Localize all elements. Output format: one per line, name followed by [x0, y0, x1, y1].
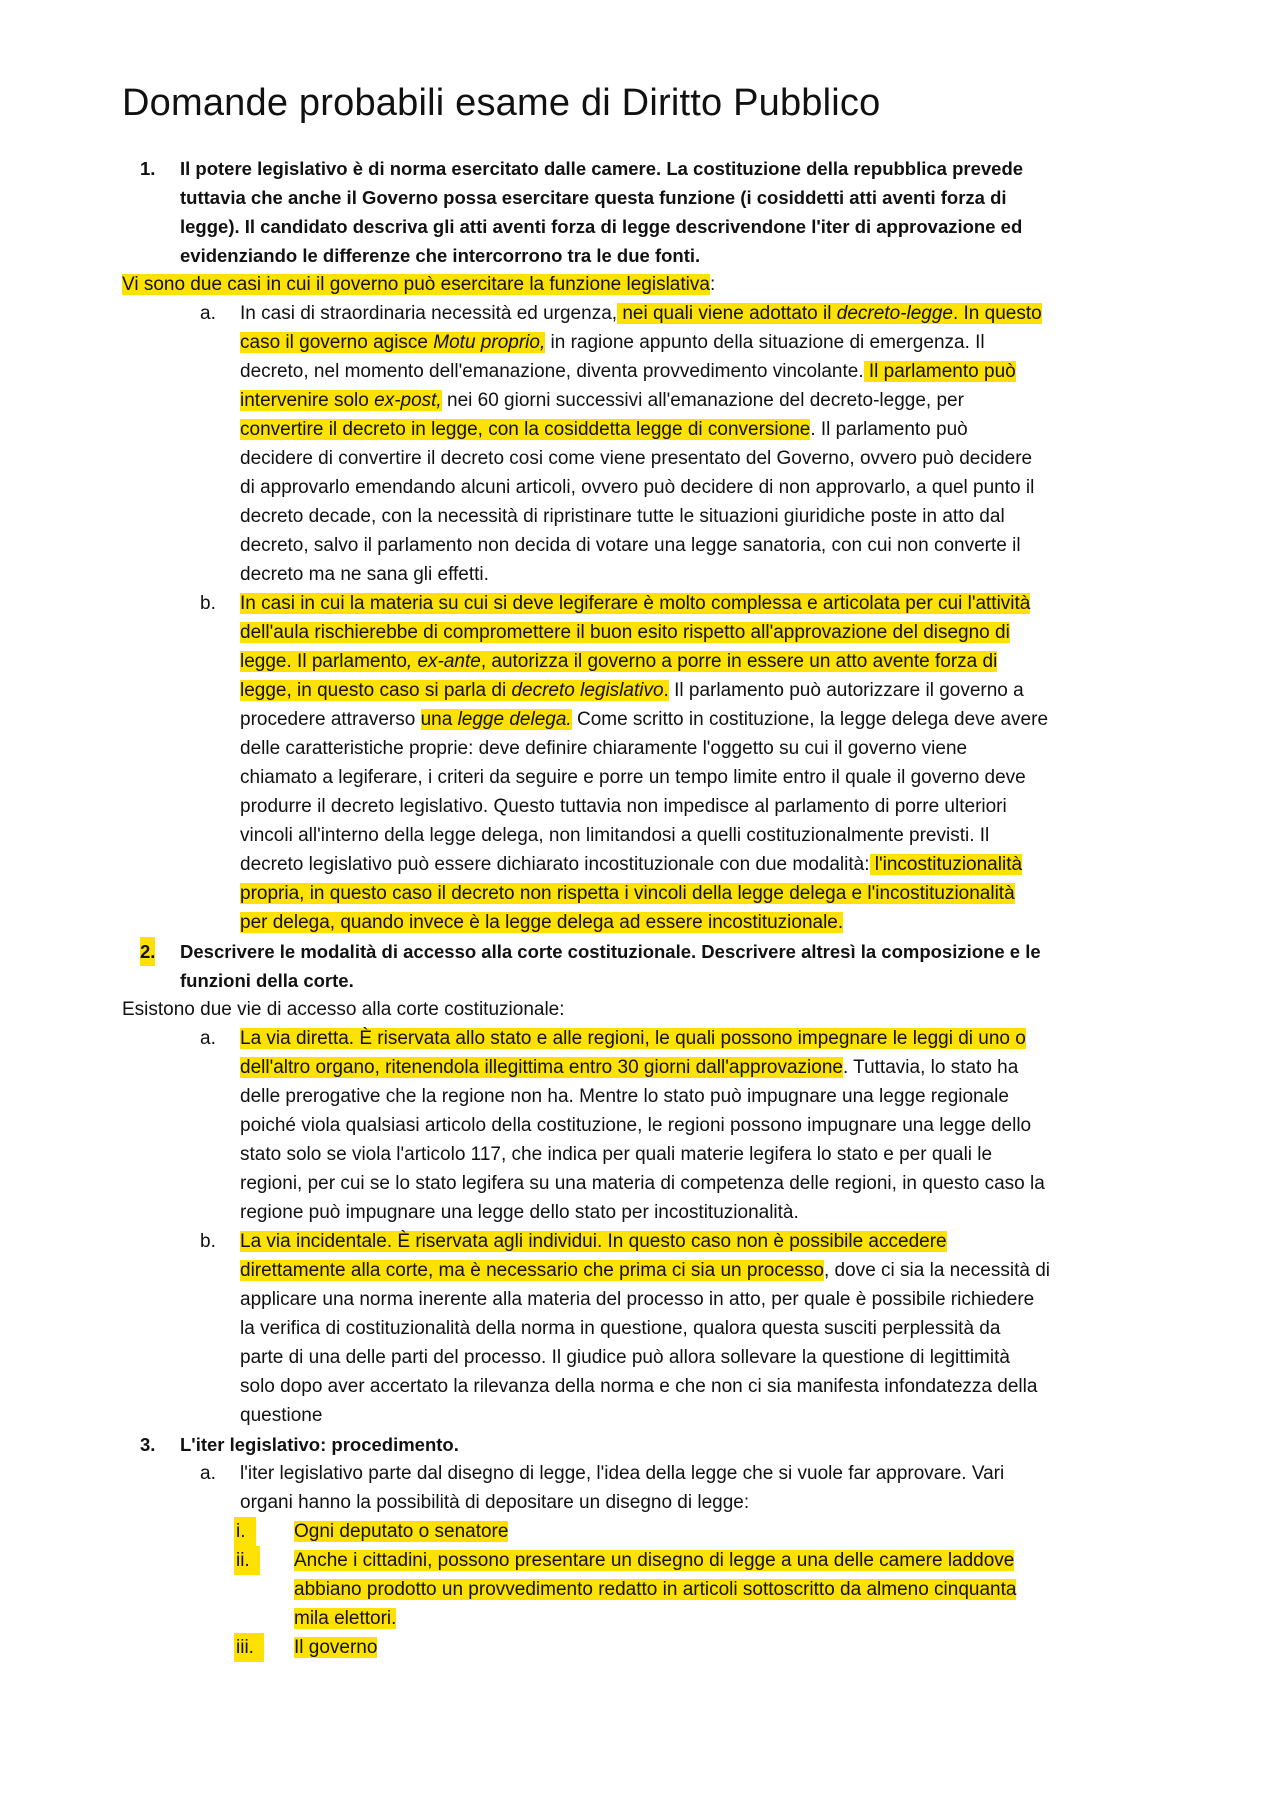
text-run: procedere attraverso	[240, 709, 421, 730]
text-run: In casi di straordinaria necessità ed urgenza,	[240, 303, 618, 324]
text-run: caso il governo agisce	[240, 332, 434, 353]
list-marker: a.	[200, 1028, 216, 1049]
paragraph-line: parte di una delle parti del processo. Il giudice può allora sollevare la questione di legittimità	[240, 1347, 1010, 1368]
paragraph-line	[294, 1546, 1014, 1575]
highlighted-text	[617, 303, 1042, 324]
highlighted-text: dell'altro organo, ritenendola illegittima entro 30 giorni dall'approvazione	[240, 1057, 843, 1078]
paragraph-line: chiamato a legiferare, i criteri da seguire e porre un tempo limite entro il quale il governo deve	[240, 767, 1026, 788]
paragraph-line: stato solo se viola l'articolo 117, che indica per quali materie legifera lo stato e per quali le	[240, 1144, 993, 1165]
text-run: decreto, nel momento dell'emanazione, diventa provvedimento vincolante.	[240, 361, 864, 382]
text-run: Come scritto in costituzione, la legge delega deve avere	[571, 709, 1049, 730]
highlighted-text	[421, 709, 572, 730]
highlighted-text: direttamente alla corte, ma è necessario che prima ci sia un processo	[240, 1260, 824, 1281]
highlighted-text	[240, 332, 545, 353]
answer-2-intro: Esistono due vie di accesso alla corte costituzionale:	[122, 999, 565, 1020]
list-marker: a.	[200, 303, 216, 324]
paragraph-line	[240, 676, 1024, 705]
paragraph-line	[240, 589, 1030, 618]
paragraph-line: poiché viola qualsiasi articolo della costituzione, le regioni possono impugnare una legge dello	[240, 1115, 1032, 1136]
paragraph-line	[240, 908, 843, 937]
text-run: , autorizza il governo a porre in essere un atto avente forza di	[480, 651, 998, 672]
list-marker: b.	[200, 1231, 216, 1252]
highlighted-text: l'incostituzionalità	[869, 854, 1023, 875]
text-run: nei quali viene adottato il	[617, 303, 837, 324]
paragraph-line: decreto ma ne sana gli effetti.	[240, 564, 489, 585]
paragraph-line: vincoli all'interno della legge delega, non limitandosi a quelli costituzionalmente previsti. Il	[240, 825, 990, 846]
paragraph-line	[240, 705, 1048, 734]
list-marker: ii.	[234, 1546, 260, 1575]
text-run: in ragione appunto della situazione di emergenza. Il	[545, 332, 985, 353]
paragraph-line	[240, 299, 1042, 328]
text-run: , dove ci sia la necessità di	[824, 1260, 1051, 1281]
question-1-line: tuttavia che anche il Governo possa esercitare questa funzione (i cosiddetti atti aventi forza di	[180, 187, 1007, 208]
italic-term: , ex-ante	[406, 651, 481, 672]
paragraph-line: organi hanno la possibilità di depositare un disegno di legge:	[240, 1492, 750, 1513]
italic-term: decreto legislativo	[511, 680, 664, 701]
highlighted-text: mila elettori.	[294, 1608, 397, 1629]
text-run: legge, in questo caso si parla di	[240, 680, 512, 701]
paragraph-line: questione	[240, 1405, 323, 1426]
highlighted-text: propria, in questo caso il decreto non rispetta i vincoli della legge delega e l'incostituzionalità	[240, 883, 1015, 904]
highlighted-text: La via incidentale. È riservata agli individui. In questo caso non è possibile accedere	[240, 1231, 947, 1252]
paragraph-line	[240, 1256, 1050, 1285]
question-1-line: evidenziando le differenze che intercorrono tra le due fonti.	[180, 245, 701, 266]
paragraph-line	[240, 618, 1010, 647]
paragraph-line	[240, 1024, 1026, 1053]
paragraph-line: decreto, salvo il parlamento non decida di votare una legge sanatoria, con cui non converte il	[240, 535, 1021, 556]
highlighted-text: abbiano prodotto un provvedimento redatto in articoli sottoscritto da almeno cinquanta	[294, 1579, 1017, 1600]
question-1-line: Il potere legislativo è di norma esercitato dalle camere. La costituzione della repubblica prevede	[180, 158, 1024, 179]
text-run: . Tuttavia, lo stato ha	[842, 1057, 1019, 1078]
paragraph-line: applicare una norma inerente alla materia del processo in atto, per quale è possibile richiedere	[240, 1289, 1035, 1310]
question-2-line: funzioni della corte.	[180, 970, 354, 991]
paragraph-line: regione può impugnare una legge dello stato per incostituzionalità.	[240, 1202, 799, 1223]
paragraph-line: di approvarlo emendando alcuni articoli, ovvero può decidere di non approvarlo, a quel punto il	[240, 477, 1035, 498]
paragraph-line: l'iter legislativo parte dal disegno di legge, l'idea della legge che si vuole far approvare. Vari	[240, 1463, 1005, 1484]
list-marker: b.	[200, 593, 216, 614]
paragraph-line: decidere di convertire il decreto cosi come viene presentato del Governo, ovvero può decidere	[240, 448, 1033, 469]
list-marker: i.	[234, 1517, 256, 1546]
text-run: legge. Il parlamento	[240, 651, 407, 672]
question-2-line: Descrivere le modalità di accesso alla corte costituzionale. Descrivere altresì la composizione e le	[180, 941, 1041, 962]
text-run: decreto legislativo può essere dichiarato incostituzionale con due modalità:	[240, 854, 870, 875]
highlighted-text: In casi in cui la materia su cui si deve legiferare è molto complessa e articolata per cui l'attività	[240, 593, 1031, 614]
paragraph-line: delle caratteristiche proprie: deve definire chiaramente l'oggetto su cui il governo viene	[240, 738, 968, 759]
highlighted-text: Anche i cittadini, possono presentare un disegno di legge a una delle camere laddove	[294, 1550, 1015, 1571]
highlighted-text: per delega, quando invece è la legge delega ad essere incostituzionale.	[240, 912, 844, 933]
paragraph-line	[240, 386, 964, 415]
highlighted-text: La via diretta. È riservata allo stato e alle regioni, le quali possono impegnare le leggi di uno o	[240, 1028, 1026, 1049]
highlighted-text	[240, 390, 442, 411]
question-1-line: legge). Il candidato descriva gli atti aventi forza di legge descrivendone l'iter di approvazione ed	[180, 216, 1023, 237]
paragraph-line: produrre il decreto legislativo. Questo tuttavia non impedisce al parlamento di porre ulteriori	[240, 796, 1007, 817]
question-number: 2.	[140, 937, 155, 966]
highlighted-text: Il parlamento può	[863, 361, 1016, 382]
paragraph-line	[294, 1517, 508, 1546]
answer-1-intro	[122, 270, 715, 299]
paragraph-line: decreto decade, con la necessità di ripristinare tutte le situazioni giuridiche poste in atto dal	[240, 506, 1005, 527]
italic-term: legge delega.	[457, 709, 572, 730]
text-run: . Il parlamento può	[810, 419, 968, 440]
text-run: .	[663, 680, 669, 701]
paragraph-line	[240, 879, 1015, 908]
list-marker: a.	[200, 1463, 216, 1484]
page-title: Domande probabili esame di Diritto Pubblico	[122, 82, 881, 124]
highlighted-text	[240, 680, 669, 701]
paragraph-line	[294, 1633, 377, 1662]
highlighted-text	[240, 651, 997, 672]
list-marker: iii.	[234, 1633, 264, 1662]
text-run: . In questo	[952, 303, 1042, 324]
paragraph-line	[240, 1053, 1018, 1082]
question-number: 3.	[140, 1434, 156, 1455]
italic-term: decreto-legge	[836, 303, 953, 324]
paragraph-line: regioni, per cui se lo stato legifera su una materia di competenza delle regioni, in questo caso la	[240, 1173, 1045, 1194]
highlighted-text: Il governo	[294, 1637, 378, 1658]
highlighted-text: Ogni deputato o senatore	[294, 1521, 509, 1542]
highlighted-text: convertire il decreto in legge, con la cosiddetta legge di conversione	[240, 419, 811, 440]
intro-text: :	[709, 274, 716, 295]
paragraph-line	[240, 357, 1016, 386]
paragraph-line	[240, 647, 997, 676]
text-run: una	[420, 709, 458, 730]
highlighted-text: Vi sono due casi in cui il governo può esercitare la funzione legislativa	[122, 274, 710, 295]
text-run: Il parlamento può autorizzare il governo a	[668, 680, 1024, 701]
text-run: intervenire solo	[240, 390, 375, 411]
paragraph-line	[240, 850, 1022, 879]
text-run: nei 60 giorni successivi all'emanazione del decreto-legge, per	[441, 390, 964, 411]
paragraph-line	[240, 415, 968, 444]
paragraph-line: la verifica di costituzionalità della norma in questione, qualora questa susciti perplessità da	[240, 1318, 1001, 1339]
paragraph-line	[294, 1575, 1016, 1604]
paragraph-line	[294, 1604, 396, 1633]
paragraph-line: delle prerogative che la regione non ha. Mentre lo stato può impugnare una legge regionale	[240, 1086, 1009, 1107]
question-3-title: L'iter legislativo: procedimento.	[180, 1434, 459, 1455]
paragraph-line: solo dopo aver accertato la rilevanza della norma e che non ci sia manifesta infondatezza della	[240, 1376, 1038, 1397]
highlighted-text: dell'aula rischierebbe di compromettere il buon esito rispetto all'approvazione del disegno di	[240, 622, 1010, 643]
paragraph-line	[240, 328, 985, 357]
italic-term: ex-post,	[374, 390, 442, 411]
italic-term: Motu proprio,	[433, 332, 546, 353]
paragraph-line	[240, 1227, 947, 1256]
question-number: 1.	[140, 158, 156, 179]
